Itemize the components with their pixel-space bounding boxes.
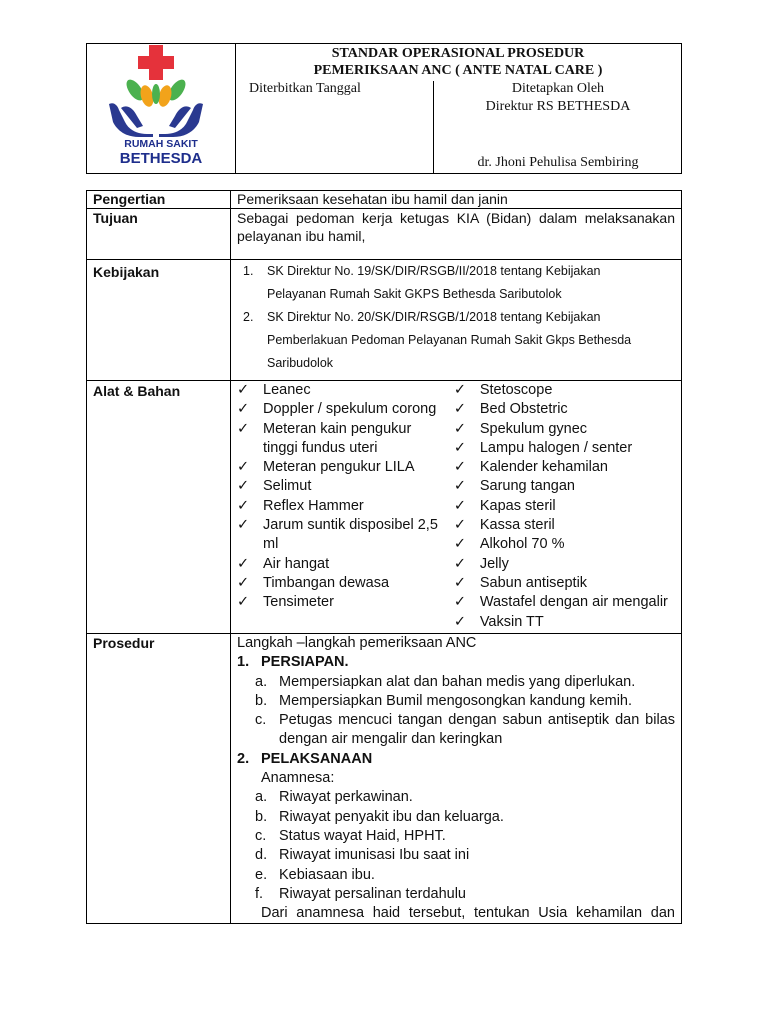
text-line: Doppler / spekulum corong: [263, 401, 437, 418]
checkmark-icon: ✓: [453, 420, 466, 437]
text-line: Bed Obstetric: [479, 401, 568, 418]
equipment-item: [454, 477, 675, 496]
equipment-item: [237, 381, 454, 400]
step-letter: b.: [255, 692, 268, 709]
row-prosedur: [87, 634, 682, 924]
procedure-intro: Langkah –langkah pemeriksaan ANC: [237, 635, 477, 651]
text-line: Reflex Hammer: [263, 497, 364, 514]
equipment-text: [480, 574, 587, 593]
equipment-item: [454, 420, 675, 439]
text-line: Air hangat: [263, 555, 330, 572]
row-alat-bahan: [87, 381, 682, 634]
equipment-item: [454, 400, 675, 419]
step-text: Status wayat Haid, HPHT.: [279, 827, 446, 844]
row-content: [231, 381, 682, 634]
step-text: Kebiasaan ibu.: [279, 866, 375, 883]
text-line: ml: [263, 536, 279, 553]
row-label: Alat & Bahan: [87, 381, 231, 634]
step-letter: a.: [255, 789, 268, 806]
procedure-step: [237, 885, 675, 904]
checkmark-icon: ✓: [453, 459, 466, 476]
equipment-item: [237, 497, 454, 516]
logo-text-line2: BETHESDA: [119, 150, 203, 167]
equipment-text: [263, 593, 334, 612]
step-letter: c.: [255, 827, 267, 844]
text-line: Alkohol 70 %: [479, 536, 565, 553]
checkmark-icon: ✓: [453, 497, 466, 514]
text-line: Pemberlakuan Pedoman Pelayanan Rumah Sakit Gkps Bethesda: [267, 333, 632, 347]
approved-label: Ditetapkan Oleh: [511, 81, 605, 96]
equipment-text: [480, 458, 608, 477]
equipment-item: [237, 400, 454, 419]
procedure-step: [237, 673, 675, 692]
list-item: [243, 260, 675, 306]
checkmark-icon: ✓: [453, 574, 466, 591]
text-line: Vaksin TT: [479, 613, 544, 630]
section-heading: [237, 750, 675, 769]
equipment-list-right: [454, 381, 675, 632]
equipment-text: [263, 477, 311, 496]
equipment-item: [237, 420, 454, 459]
equipment-text: [480, 381, 553, 400]
preparation-list: [237, 673, 675, 750]
title-line-1: STANDAR OPERASIONAL PROSEDUR: [331, 46, 585, 61]
step-letter: d.: [255, 847, 268, 864]
row-pengertian: [87, 191, 682, 209]
document-title: [235, 44, 681, 79]
row-label: Prosedur: [87, 634, 231, 924]
equipment-text: [480, 400, 568, 419]
equipment-text: [263, 381, 311, 400]
checkmark-icon: ✓: [237, 420, 250, 437]
equipment-text: [263, 400, 436, 419]
text-line: Jarum suntik disposibel 2,5: [263, 517, 438, 534]
text-line: Meteran kain pengukur: [263, 420, 412, 437]
list-number: 2.: [243, 310, 254, 324]
checkmark-icon: ✓: [237, 497, 250, 514]
text-line: Wastafel dengan air mengalir: [479, 594, 668, 611]
text-line: Sarung tangan: [479, 478, 575, 495]
equipment-item: [237, 593, 454, 612]
row-content: [231, 634, 682, 924]
equipment-item: [454, 497, 675, 516]
row-kebijakan: [87, 260, 682, 381]
step-letter: e.: [255, 866, 268, 883]
step-text: Mempersiapkan alat dan bahan medis yang diperlukan.: [279, 673, 636, 690]
step-letter: b.: [255, 808, 268, 825]
equipment-item: [454, 574, 675, 593]
equipment-text: [263, 458, 415, 477]
text-line: tinggi fundus uteri: [263, 439, 378, 456]
equipment-text: [480, 420, 587, 439]
section-title: PELAKSANAAN: [261, 750, 373, 767]
step-text: Mempersiapkan Bumil mengosongkan kandung kemih.: [279, 692, 633, 709]
signer-name: dr. Jhoni Pehulisa Sembiring: [477, 155, 639, 170]
equipment-text: [480, 516, 555, 535]
text-line: Spekulum gynec: [479, 420, 588, 437]
section-number: 1.: [237, 654, 250, 671]
equipment-item: [454, 516, 675, 535]
step-letter: f.: [255, 885, 264, 902]
checkmark-icon: ✓: [237, 555, 250, 572]
sop-table: [86, 190, 682, 924]
row-content: [231, 260, 682, 381]
row-content: Sebagai pedoman kerja ketugas KIA (Bidan) dalam melaksanakan pelayanan ibu hamil,: [231, 209, 682, 260]
text-line: Pelayanan Rumah Sakit GKPS Bethesda Saributolok: [267, 287, 562, 301]
equipment-text: [263, 574, 389, 593]
checkmark-icon: ✓: [453, 401, 466, 418]
equipment-item: [454, 381, 675, 400]
issued-cell: [235, 81, 434, 173]
equipment-text: [480, 555, 509, 574]
checkmark-icon: ✓: [453, 439, 466, 456]
step-text: Riwayat persalinan terdahulu: [279, 885, 466, 902]
checkmark-icon: ✓: [237, 594, 250, 611]
procedure-step: [237, 692, 675, 711]
equipment-text: [263, 497, 364, 516]
text-line: Sabun antiseptik: [479, 574, 588, 591]
checkmark-icon: ✓: [453, 613, 466, 630]
equipment-lists: [237, 381, 675, 632]
text-line: SK Direktur No. 20/SK/DIR/RSGB/1/2018 tentang Kebijakan: [267, 310, 601, 324]
equipment-text: [480, 593, 668, 612]
red-cross-icon: [138, 45, 174, 80]
equipment-list-left: [237, 381, 454, 632]
checkmark-icon: ✓: [453, 594, 466, 611]
list-number: 1.: [243, 264, 254, 278]
equipment-text: [480, 439, 632, 458]
row-tujuan: [87, 209, 682, 260]
list-text: [267, 260, 601, 306]
text-line: Jelly: [479, 555, 509, 572]
text-line: SK Direktur No. 19/SK/DIR/RSGB/II/2018 tentang Kebijakan: [267, 264, 601, 278]
checkmark-icon: ✓: [237, 517, 250, 534]
text-line: Selimut: [263, 478, 312, 495]
checkmark-icon: ✓: [237, 574, 250, 591]
text-line: Lampu halogen / senter: [479, 439, 633, 456]
equipment-text: [263, 516, 438, 555]
equipment-item: [237, 458, 454, 477]
equipment-text: [263, 555, 329, 574]
step-letter: a.: [255, 673, 268, 690]
anamnesa-list: [237, 788, 675, 904]
list-text: [267, 306, 631, 375]
step-letter: c.: [255, 712, 267, 729]
checkmark-icon: ✓: [453, 555, 466, 572]
text-line: Tensimeter: [263, 594, 334, 611]
step-text: Riwayat penyakit ibu dan keluarga.: [279, 808, 504, 825]
title-line-2: PEMERIKSAAN ANC ( ANTE NATAL CARE ): [313, 63, 603, 78]
checkmark-icon: ✓: [453, 536, 466, 553]
row-content: Pemeriksaan kesehatan ibu hamil dan janin: [231, 191, 682, 209]
row-label: Tujuan: [87, 209, 231, 260]
section-number: 2.: [237, 750, 250, 767]
step-text: Riwayat perkawinan.: [279, 789, 413, 806]
procedure-step: [237, 788, 675, 807]
equipment-item: [237, 555, 454, 574]
equipment-text: [263, 420, 411, 459]
checkmark-icon: ✓: [453, 517, 466, 534]
section-heading: [237, 653, 675, 672]
list-item: [243, 306, 675, 375]
text-line: Meteran pengukur LILA: [263, 459, 415, 476]
text-line: Kalender kehamilan: [479, 459, 608, 476]
equipment-item: [237, 574, 454, 593]
checkmark-icon: ✓: [453, 478, 466, 495]
equipment-item: [237, 516, 454, 555]
logo-cell: [87, 44, 236, 173]
text-line: Leanec: [263, 382, 311, 398]
step-text: Riwayat imunisasi Ibu saat ini: [279, 847, 470, 864]
text-line: Kassa steril: [479, 517, 555, 534]
issued-label: Diterbitkan Tanggal: [249, 81, 361, 96]
section-title: PERSIAPAN.: [261, 654, 349, 671]
step-text: Petugas mencuci tangan dengan sabun antiseptik dan bilas dengan air mengalir dan keringkan: [279, 712, 675, 748]
procedure-closing-text: Dari anamnesa haid tersebut, tentukan Usia kehamilan dan: [261, 905, 675, 922]
procedure-step: [237, 866, 675, 885]
document-header: [86, 43, 682, 174]
text-line: Stetoscope: [479, 382, 553, 398]
logo-text-line1: RUMAH SAKIT: [124, 138, 198, 150]
leaf-icon: [152, 84, 160, 104]
procedure-step: [237, 846, 675, 865]
row-label: Pengertian: [87, 191, 231, 209]
checkmark-icon: ✓: [237, 459, 250, 476]
equipment-item: [454, 555, 675, 574]
equipment-item: [454, 613, 675, 632]
row-label: Kebijakan: [87, 260, 231, 381]
equipment-text: [480, 535, 565, 554]
procedure-step: [237, 827, 675, 846]
equipment-item: [237, 477, 454, 496]
checkmark-icon: ✓: [237, 478, 250, 495]
equipment-item: [454, 535, 675, 554]
equipment-text: [480, 497, 556, 516]
text-line: Kapas steril: [479, 497, 556, 514]
approved-cell: [434, 81, 682, 173]
equipment-text: [480, 477, 575, 496]
procedure-step: [237, 711, 675, 750]
equipment-text: [480, 613, 544, 632]
checkmark-icon: ✓: [237, 382, 250, 398]
equipment-item: [454, 458, 675, 477]
equipment-item: [454, 593, 675, 612]
anamnesa-label: Anamnesa:: [261, 770, 335, 787]
text-line: Timbangan dewasa: [263, 574, 390, 591]
approved-title: Direktur RS BETHESDA: [485, 99, 631, 114]
checkmark-icon: ✓: [453, 382, 466, 398]
procedure-step: [237, 808, 675, 827]
equipment-item: [454, 439, 675, 458]
checkmark-icon: ✓: [237, 401, 250, 418]
text-line: Saribudolok: [267, 356, 334, 370]
